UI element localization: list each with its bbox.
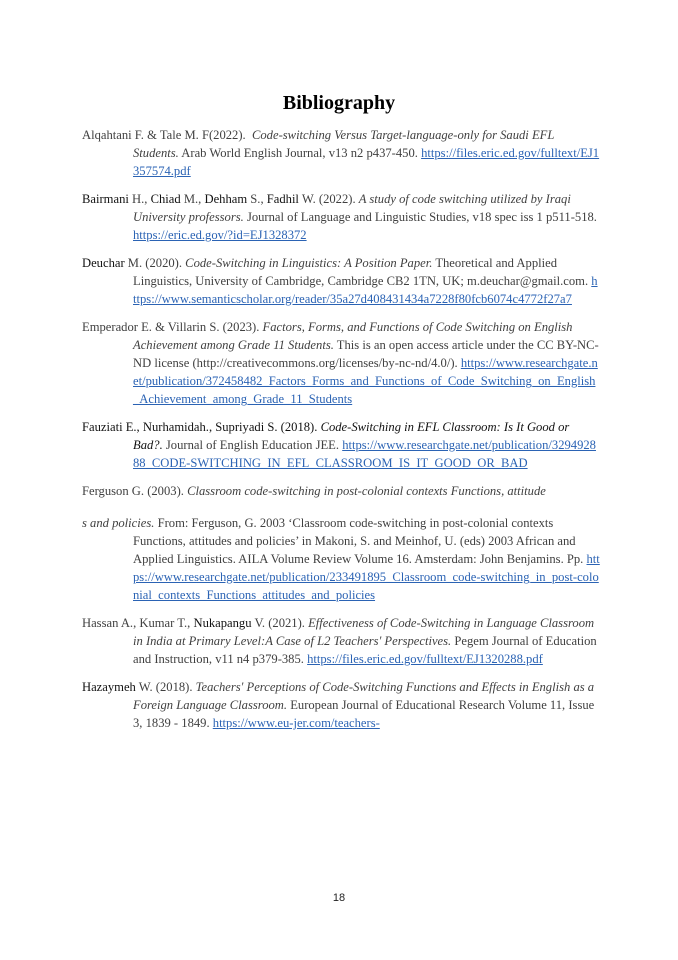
reference-link[interactable]: https://www.researchgate.net/publication/329492888_CODE-SWITCHING_IN_EFL_CLASSROOM_IS_IT_GOOD_OR_BAD — [133, 438, 596, 470]
reference-author: Hazaymeh — [82, 680, 136, 694]
page-number: 18 — [332, 892, 346, 904]
reference-title: Effectiveness of Code-Switching in Language Classroom in India at Primary Level:A Case of L2 Teachers' Perspectives. — [133, 616, 595, 648]
reference-author: Chiad — [150, 192, 181, 206]
reference-link[interactable]: https://www.semanticscholar.org/reader/35a27d408431434a7228f80fcb6074c4772f27a7 — [133, 274, 598, 306]
reference-entry — [82, 482, 600, 500]
reference-title: Code-switching Versus Target-language-only for Saudi EFL Students. — [133, 128, 555, 160]
bibliography-list — [82, 126, 600, 742]
reference-entry — [82, 126, 600, 180]
reference-source: Journal of English Education JEE. — [165, 438, 340, 452]
reference-title: Classroom code-switching in post-colonial contexts Functions, attitude — [187, 484, 546, 498]
reference-link[interactable]: https://www.eu-jer.com/teachers- — [212, 716, 380, 730]
reference-title: Code-Switching in Linguistics: A Position Paper. — [185, 256, 433, 270]
reference-title: Factors, Forms, and Functions of Code Switching on English Achievement among Grade 11 Students. — [133, 320, 573, 352]
reference-title-continued: s and policies. — [82, 516, 155, 530]
reference-title: Code-Switching in EFL Classroom: Is It Good or Bad?. — [133, 420, 570, 452]
reference-entry: Deuchar M. (2020). Code-Switching in Linguistics: A Position Paper. Theoretical and Applied Linguistics, University of Cambridge, Cambridge CB2 1TN, UK; m.deuchar@gmail.com. https://www.semanticscholar.org/reader/35a27d408431434a7228f80fcb6074c4772f27a7 — [82, 256, 598, 306]
reference-authors: Emperador E. & Villarin S. (2023). — [82, 320, 260, 334]
reference-entry: Hassan A., Kumar T., Nukapangu V. (2021). Effectiveness of Code-Switching in Language Classroom in India at Primary Level:A Case of L2 Teachers' Perspectives. Pegem Journal of Education and Instruction, v11 n4 p379-385. https://files.eric.ed.gov/fulltext/EJ1320288.pdf — [82, 616, 597, 666]
reference-link[interactable]: https://www.researchgate.net/publication/372458482_Factors_Forms_and_Functions_of_Code_Switching_on_English_Achievement_among_Grade_11_Students — [133, 356, 598, 406]
reference-source: European Journal of Educational Research Volume 11, Issue 3, 1839 - 1849. — [133, 698, 595, 730]
reference-link[interactable]: https://eric.ed.gov/?id=EJ1328372 — [133, 228, 307, 242]
reference-entry: Bairmani H., Chiad M., Dehham S., Fadhil W. (2022). A study of code switching utilized by Iraqi University professors. Journal of Language and Linguistic Studies, v18 spec iss 1 p511-518. https://eric.ed.gov/?id=EJ1328372 — [82, 192, 597, 242]
reference-link[interactable]: https://files.eric.ed.gov/fulltext/EJ1320288.pdf — [307, 652, 543, 666]
reference-source: Arab World English Journal, v13 n2 p437-450. — [181, 146, 418, 160]
reference-authors: Ferguson G. (2003). — [82, 484, 184, 498]
reference-source: Journal of Language and Linguistic Studies, v18 spec iss 1 p511-518. — [246, 210, 597, 224]
reference-title: A study of code switching utilized by Iraqi University professors. — [133, 192, 571, 224]
reference-authors: Fauziati E., Nurhamidah., Supriyadi S. (2018). — [82, 420, 318, 434]
reference-source: This is an open access article under the CC BY-NC-ND license (http://creativecommons.org/licenses/by-nc-nd/4.0/). — [133, 338, 599, 370]
reference-entry — [82, 318, 600, 408]
reference-entry — [82, 418, 600, 472]
reference-source: From: Ferguson, G. 2003 ‘Classroom code-switching in post-colonial contexts Functions, attitudes and policies’ in Makoni, S. and Meinhof, U. (eds) 2003 African and Applied Linguistics. AILA Volume Review Volume 16. Amsterdam: John Benjamins. Pp. — [133, 516, 584, 566]
reference-entry-continued — [82, 514, 600, 604]
reference-author: Fadhil — [266, 192, 299, 206]
reference-title: Teachers' Perceptions of Code-Switching Functions and Effects in English as a Foreign Language Classroom. — [133, 680, 595, 712]
reference-author: Deuchar — [82, 256, 125, 270]
reference-link[interactable]: https://files.eric.ed.gov/fulltext/EJ1357574.pdf — [133, 146, 600, 178]
reference-author: Nukapangu — [193, 616, 252, 630]
reference-source: Pegem Journal of Education and Instruction, v11 n4 p379-385. — [133, 634, 597, 666]
reference-author: Dehham — [204, 192, 248, 206]
reference-source: Theoretical and Applied Linguistics, University of Cambridge, Cambridge CB2 1TN, UK; m.deuchar@gmail.com. — [133, 256, 589, 288]
reference-link[interactable]: https://www.researchgate.net/publication/233491895_Classroom_code-switching_in_post-colonial_contexts_Functions_attitudes_and_policies — [133, 552, 600, 602]
reference-entry: Hazaymeh W. (2018). Teachers' Perceptions of Code-Switching Functions and Effects in English as a Foreign Language Classroom. European Journal of Educational Research Volume 11, Issue 3, 1839 - 1849. https://www.eu-jer.com/teachers- — [82, 680, 595, 730]
reference-authors: Alqahtani F. & Tale M. F(2022). — [82, 128, 246, 142]
page-title: Bibliography — [282, 92, 396, 114]
reference-author: Bairmani — [82, 192, 129, 206]
